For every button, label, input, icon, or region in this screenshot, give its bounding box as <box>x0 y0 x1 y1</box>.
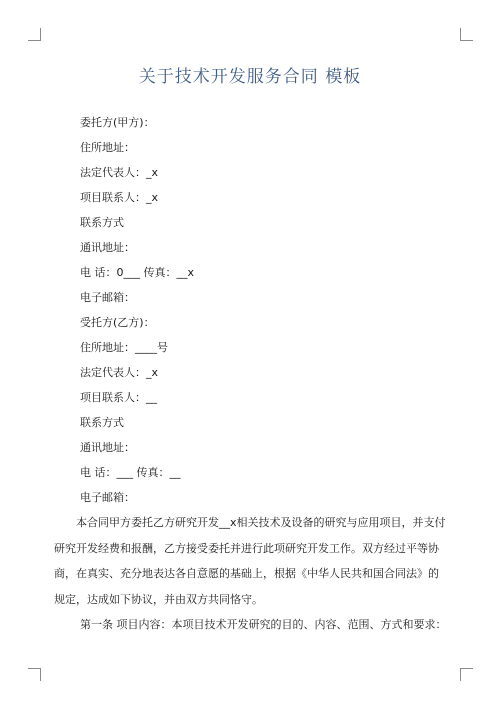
preamble-paragraph <box>54 510 446 612</box>
party-a-mail-address: 通讯地址： <box>80 241 135 254</box>
party-b-project-contact: 项目联系人：__ <box>80 391 157 404</box>
crop-mark-bottom-right <box>460 668 473 681</box>
party-a-email: 电子邮箱： <box>80 291 135 304</box>
party-b-address: 住所地址：____号 <box>80 341 168 354</box>
party-a-phone-fax: 电 话：0___ 传真：__x <box>80 266 195 279</box>
party-a-legal-rep: 法定代表人：_x <box>80 166 159 179</box>
party-b-phone-fax: 电 话：___ 传真：__ <box>80 466 181 479</box>
crop-mark-bottom-left <box>28 668 41 681</box>
party-b-mail-address: 通讯地址： <box>80 441 135 454</box>
party-a-heading: 委托方(甲方)： <box>80 116 155 129</box>
party-b-legal-rep: 法定代表人：_x <box>80 366 159 379</box>
party-b-contact-method: 联系方式 <box>80 416 124 429</box>
crop-mark-top-left <box>28 28 41 41</box>
party-a-project-contact: 项目联系人：_x <box>80 191 159 204</box>
party-b-heading: 受托方(乙方)： <box>80 316 155 329</box>
crop-mark-top-right <box>460 28 473 41</box>
party-a-contact-method: 联系方式 <box>80 216 124 229</box>
clause-1: 第一条 项目内容：本项目技术开发研究的目的、内容、范围、方式和要求： <box>80 618 447 631</box>
document-title: 关于技术开发服务合同 模板 <box>138 67 362 87</box>
preamble-text: 本合同甲方委托乙方研究开发__x相关技术及设备的研究与应用项目，并支付研究开发经费和报酬，乙方接受委托并进行此项研究开发工作。双方经过平等协商，在真实、充分地表达各自意愿的基础上，根据《中华人民共和国合同法》的规定，达成如下协议，并由双方共同恪守。 <box>54 516 446 606</box>
party-a-address: 住所地址： <box>80 141 135 154</box>
party-b-email: 电子邮箱： <box>80 491 135 504</box>
